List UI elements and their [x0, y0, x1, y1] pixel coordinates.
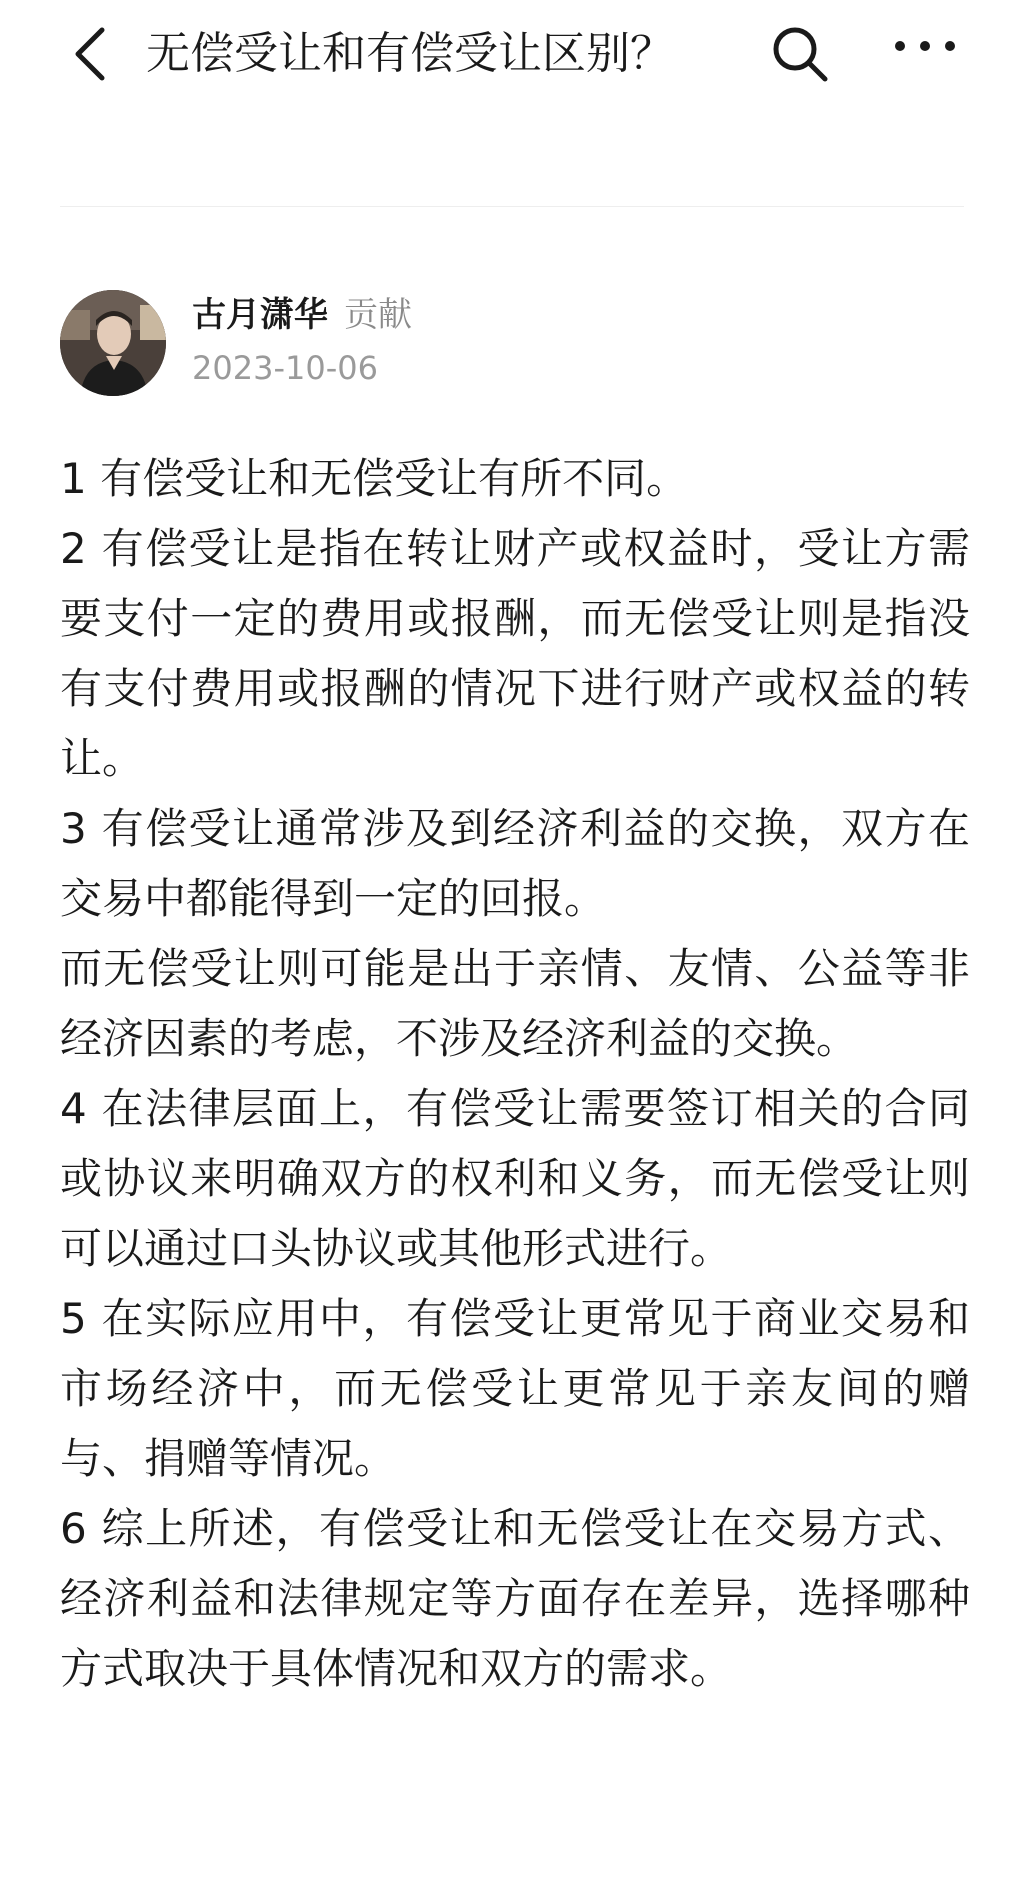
avatar[interactable] — [60, 290, 166, 396]
post-date: 2023-10-06 — [192, 349, 378, 387]
chevron-left-icon[interactable] — [62, 22, 118, 86]
header-divider — [60, 206, 964, 207]
paragraph: 2 有偿受让是指在转让财产或权益时，受让方需要支付一定的费用或报酬，而无偿受让则是指没有支付费用或报酬的情况下进行财产或权益的转让。 — [60, 524, 970, 783]
paragraph: 6 综上所述，有偿受让和无偿受让在交易方式、经济利益和法律规定等方面存在差异，选择哪种方式取决于具体情况和双方的需求。 — [60, 1504, 970, 1693]
search-icon[interactable] — [768, 22, 832, 86]
paragraph: 而无偿受让则可能是出于亲情、友情、公益等非经济因素的考虑，不涉及经济利益的交换。 — [60, 944, 970, 1063]
more-horizontal-icon[interactable] — [890, 26, 960, 66]
paragraph: 4 在法律层面上，有偿受让需要签订相关的合同或协议来明确双方的权利和义务，而无偿受让则可以通过口头协议或其他形式进行。 — [60, 1084, 970, 1273]
answer-content — [60, 444, 970, 1704]
author-name[interactable]: 古月潇华 — [192, 295, 328, 335]
avatar-image — [60, 290, 166, 396]
paragraph: 5 在实际应用中，有偿受让更常见于商业交易和市场经济中，而无偿受让更常见于亲友间的赠与、捐赠等情况。 — [60, 1294, 970, 1483]
author-role-label: 贡献 — [344, 295, 412, 335]
paragraph: 3 有偿受让通常涉及到经济利益的交换，双方在交易中都能得到一定的回报。 — [60, 804, 970, 923]
paragraph: 1 有偿受让和无偿受让有所不同。 — [60, 454, 689, 503]
top-bar — [0, 0, 1024, 106]
page-title: 无偿受让和有偿受让区别？ — [146, 28, 674, 79]
